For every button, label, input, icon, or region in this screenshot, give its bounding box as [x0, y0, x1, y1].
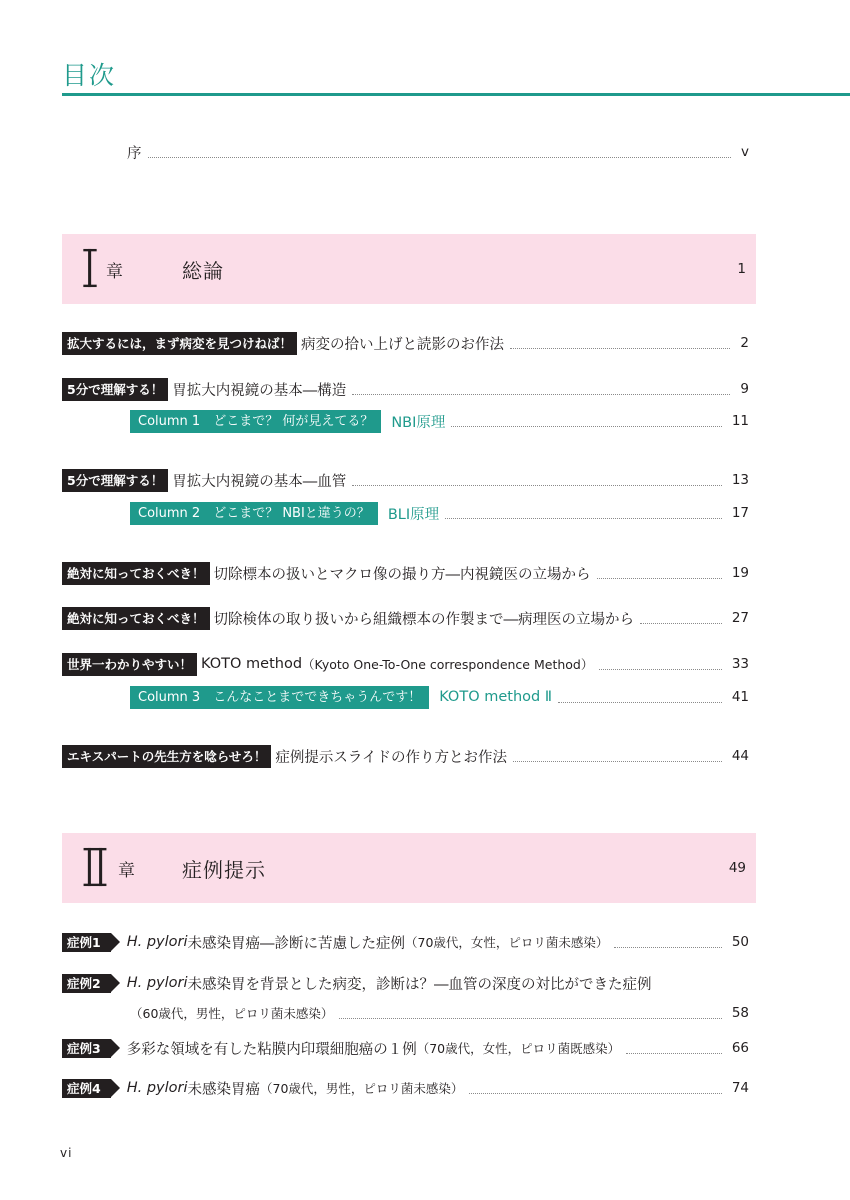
toc-case-entry-continued[interactable] [130, 1001, 749, 1025]
leader-dots [640, 623, 722, 624]
case-badge: 症例4 [62, 1079, 111, 1098]
entry-title: KOTO method Ⅱ [439, 689, 552, 705]
page-number: 44 [731, 748, 749, 764]
page-number: 19 [731, 565, 749, 581]
case-italic: H. pylori [126, 934, 188, 950]
page-number: 58 [731, 1005, 749, 1021]
leader-dots [339, 1018, 721, 1019]
leader-dots [510, 348, 730, 349]
leader-dots [469, 1093, 721, 1094]
toc-entry[interactable] [62, 652, 749, 676]
entry-subtitle: （Kyoto One-To-One correspondence Method） [302, 657, 594, 672]
entry-title: 症例提示スライドの作り方とお作法 [275, 749, 507, 766]
page-number: 41 [731, 689, 749, 705]
case-title: 未感染胃癌―診断に苦慮した症例 [187, 935, 405, 952]
toc-entry-preface[interactable] [127, 140, 749, 164]
entry-badge: 拡大するには，まず病変を見つけねば！ [62, 332, 297, 355]
toc-entry[interactable] [62, 331, 749, 355]
leader-dots [352, 485, 722, 486]
toc-entry[interactable] [62, 744, 749, 768]
chapter-1-header[interactable] [62, 234, 756, 304]
leader-dots [626, 1053, 722, 1054]
chapter-sho: 章 [118, 861, 135, 881]
page-title: 目次 [62, 61, 117, 90]
folio-page-number: vi [60, 1146, 73, 1160]
page-number: 27 [731, 610, 749, 626]
entry-title: BLI原理 [387, 506, 440, 523]
leader-dots [445, 518, 722, 519]
entry-title: NBI原理 [391, 414, 446, 431]
page-number: v [741, 144, 749, 160]
entry-badge: 絶対に知っておくべき！ [62, 607, 210, 630]
case-badge: 症例2 [62, 974, 111, 993]
entry-title: KOTO method [201, 656, 303, 672]
leader-dots [513, 761, 722, 762]
column-badge: Column 1 どこまで？ 何が見えてる？ [130, 410, 381, 433]
chapter-page: 49 [728, 860, 746, 876]
page-number: 50 [731, 934, 749, 950]
preface-label: 序 [127, 145, 142, 162]
toc-entry[interactable] [62, 606, 749, 630]
chapter-title: 総論 [182, 259, 224, 283]
entry-badge: 絶対に知っておくべき！ [62, 562, 210, 585]
toc-column-entry[interactable] [130, 685, 749, 709]
toc-entry[interactable] [62, 377, 749, 401]
case-italic: H. pylori [126, 1080, 188, 1096]
title-rule [62, 93, 850, 96]
page-number: 2 [740, 335, 749, 351]
entry-title: 胃拡大内視鏡の基本―血管 [172, 473, 347, 490]
case-detail: （70歳代，女性，ピロリ菌既感染） [416, 1041, 621, 1056]
toc-entry[interactable] [62, 468, 749, 492]
chapter-page: 1 [737, 261, 746, 277]
toc-case-entry[interactable] [62, 1076, 749, 1100]
toc-case-entry[interactable] [62, 971, 749, 995]
entry-title: 切除検体の取り扱いから組織標本の作製まで―病理医の立場から [213, 611, 635, 628]
chapter-2-numeral [82, 847, 108, 887]
case-detail: （70歳代，女性，ピロリ菌未感染） [405, 935, 609, 950]
entry-title: 胃拡大内視鏡の基本―構造 [172, 382, 347, 399]
page-number: 33 [731, 656, 749, 672]
leader-dots [451, 426, 721, 427]
toc-entry[interactable] [62, 561, 749, 585]
page-number: 66 [731, 1040, 749, 1056]
chapter-sho: 章 [106, 262, 123, 282]
page-number: 11 [731, 413, 749, 429]
column-badge: Column 3 こんなことまでできちゃうんです！ [130, 686, 429, 709]
case-italic: H. pylori [126, 975, 188, 991]
case-detail: （70歳代，男性，ピロリ菌未感染） [260, 1081, 464, 1096]
page-number: 74 [731, 1080, 749, 1096]
entry-badge: 5分で理解する！ [62, 469, 168, 492]
leader-dots [597, 578, 722, 579]
page-number: 13 [731, 472, 749, 488]
entry-badge: エキスパートの先生方を唸らせろ！ [62, 745, 271, 768]
entry-title: 切除標本の扱いとマクロ像の撮り方―内視鏡医の立場から [213, 566, 591, 583]
case-title: 未感染胃を背景とした病変，診断は？―血管の深度の対比ができた症例 [187, 976, 652, 993]
chapter-title: 症例提示 [182, 858, 266, 882]
entry-title: 病変の拾い上げと読影のお作法 [301, 336, 505, 353]
case-badge: 症例1 [62, 933, 111, 952]
leader-dots [614, 947, 721, 948]
case-title: 未感染胃癌 [187, 1081, 260, 1098]
entry-badge: 5分で理解する！ [62, 378, 168, 401]
toc-case-entry[interactable] [62, 1036, 749, 1060]
case-detail: （60歳代，男性，ピロリ菌未感染） [130, 1006, 334, 1021]
entry-badge: 世界一わかりやすい！ [62, 653, 197, 676]
chapter-2-header[interactable] [62, 833, 756, 903]
column-badge: Column 2 どこまで？ NBIと違うの？ [130, 502, 378, 525]
page-number: 9 [740, 381, 749, 397]
leader-dots [558, 702, 722, 703]
leader-dots [352, 394, 730, 395]
toc-column-entry[interactable] [130, 409, 749, 433]
chapter-1-numeral [82, 248, 98, 288]
leader-dots [148, 157, 732, 158]
leader-dots [599, 669, 721, 670]
case-badge: 症例3 [62, 1039, 111, 1058]
case-title: 多彩な領域を有した粘膜内印環細胞癌の１例 [126, 1041, 417, 1058]
toc-column-entry[interactable] [130, 501, 749, 525]
page-number: 17 [731, 505, 749, 521]
toc-case-entry[interactable] [62, 930, 749, 954]
